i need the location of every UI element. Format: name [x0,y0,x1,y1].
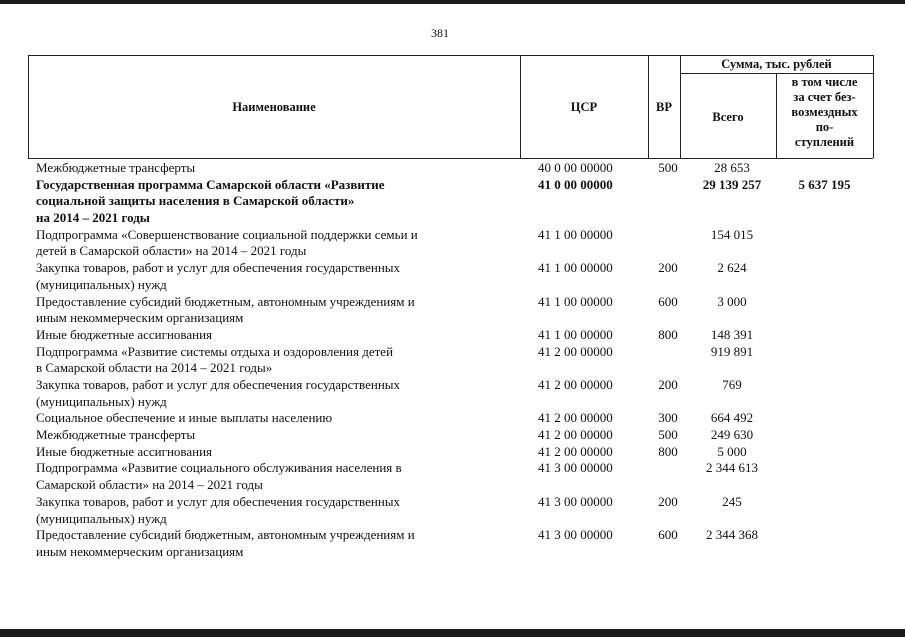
row-csr: 41 3 00 00000 [538,460,613,476]
row-name-line: Социальное обеспечение и иные выплаты населению [36,410,333,426]
row-gratis: 5 637 195 [798,176,851,192]
row-total: 29 139 257 [702,176,762,192]
header-gratis-line: в том числе [791,75,858,89]
table-row [28,427,873,444]
row-name-line: Закупка товаров, работ и услуг для обеспечения государственных [36,493,401,509]
header-bottom-border [28,158,873,159]
row-name-line: Закупка товаров, работ и услуг для обеспечения государственных [36,377,401,393]
row-vr: 500 [658,427,678,443]
row-name-line: Предоставление субсидий бюджетным, автономным учреждениям и [36,293,415,309]
table-row [28,227,873,260]
row-name-line: (муниципальных) нужд [36,393,167,409]
table-row [28,177,873,227]
row-vr: 500 [658,160,678,175]
row-csr: 41 2 00 00000 [538,377,613,393]
row-total: 148 391 [710,326,754,342]
header-gratis-line: за счет без- [793,90,856,104]
row-vr: 800 [658,443,678,459]
row-csr: 41 2 00 00000 [538,443,613,459]
header-gratis-line: возмездных [791,105,858,119]
row-name-line: иным некоммерческим организациям [36,310,244,326]
table-row [28,160,873,177]
table-row [28,260,873,293]
row-total: 5 000 [717,443,747,459]
row-vr: 600 [658,527,678,543]
header-gratis-line: ступлений [794,135,855,149]
row-name-line: Подпрограмма «Развитие социального обслуживания населения в [36,460,402,476]
table-header [28,55,873,158]
header-right-border [873,55,874,158]
row-vr: 600 [658,293,678,309]
row-csr: 41 3 00 00000 [538,493,613,509]
table-row [28,410,873,427]
row-name [36,327,516,344]
row-name-line: Межбюджетные трансферты [36,427,196,443]
row-csr: 41 1 00 00000 [538,260,613,276]
row-name-line: Подпрограмма «Совершенствование социальной поддержки семьи и [36,226,418,242]
row-csr: 41 1 00 00000 [538,226,613,242]
row-total: 154 015 [710,226,754,242]
table-row [28,327,873,344]
row-csr: 40 0 00 00000 [538,160,613,175]
row-name [36,410,516,427]
row-name-line: Межбюджетные трансферты [36,160,196,175]
table-row [28,494,873,527]
row-name [36,177,516,227]
row-name-line: детей в Самарской области» на 2014 – 2021 годы [36,243,307,259]
row-csr: 41 0 00 00000 [538,176,613,192]
row-name [36,460,516,493]
row-name [36,427,516,444]
row-csr: 41 2 00 00000 [538,427,613,443]
row-total: 664 492 [710,410,754,426]
top-scan-border [0,0,905,4]
row-total: 3 000 [717,293,747,309]
row-name [36,227,516,260]
header-top-border [28,55,873,56]
row-name-line: на 2014 – 2021 годы [36,210,150,226]
row-csr: 41 1 00 00000 [538,293,613,309]
row-name-line: Самарской области» на 2014 – 2021 годы [36,477,263,493]
row-total: 2 624 [717,260,747,276]
row-total: 245 [722,493,742,509]
row-vr: 200 [658,260,678,276]
row-name [36,260,516,293]
row-name-line: Государственная программа Самарской области «Развитие [36,176,385,192]
header-gratis [776,75,873,150]
header-vr: ВР [656,100,672,114]
bottom-scan-border [0,629,905,637]
table-row [28,344,873,377]
row-name [36,527,516,560]
row-name-line: Иные бюджетные ассигнования [36,443,213,459]
header-sum-group: Сумма, тыс. рублей [721,57,832,71]
row-name-line: Закупка товаров, работ и услуг для обеспечения государственных [36,260,401,276]
row-total: 249 630 [710,427,754,443]
row-vr: 200 [658,493,678,509]
row-vr: 200 [658,377,678,393]
row-total: 2 344 368 [706,527,758,543]
header-name: Наименование [232,100,316,114]
row-name [36,294,516,327]
row-name [36,494,516,527]
row-name [36,377,516,410]
row-total: 28 653 [714,160,750,175]
row-total: 2 344 613 [706,460,758,476]
row-name-line: в Самарской области на 2014 – 2021 годы» [36,360,273,376]
header-total: Всего [712,110,744,124]
table-row [28,377,873,410]
row-name [36,160,516,177]
header-csr: ЦСР [570,100,598,114]
table-row [28,460,873,493]
row-name-line: Иные бюджетные ассигнования [36,326,213,342]
row-name-line: Предоставление субсидий бюджетным, автономным учреждениям и [36,527,415,543]
row-name [36,344,516,377]
row-name-line: социальной защиты населения в Самарской области» [36,193,355,209]
row-name [36,444,516,461]
table-row [28,444,873,461]
row-csr: 41 2 00 00000 [538,410,613,426]
row-total: 919 891 [710,343,754,359]
row-name-line: Подпрограмма «Развитие системы отдыха и оздоровления детей [36,343,394,359]
table-row [28,294,873,327]
row-csr: 41 3 00 00000 [538,527,613,543]
row-vr: 800 [658,326,678,342]
table-row [28,527,873,560]
row-vr: 300 [658,410,678,426]
row-name-line: (муниципальных) нужд [36,276,167,292]
row-name-line: иным некоммерческим организациям [36,543,244,559]
page-number: 381 [431,26,449,40]
row-total: 769 [722,377,742,393]
table-body [28,160,873,561]
row-csr: 41 2 00 00000 [538,343,613,359]
row-csr: 41 1 00 00000 [538,326,613,342]
row-name-line: (муниципальных) нужд [36,510,167,526]
divider-sum-group [680,73,873,74]
header-gratis-line: по- [815,120,834,134]
